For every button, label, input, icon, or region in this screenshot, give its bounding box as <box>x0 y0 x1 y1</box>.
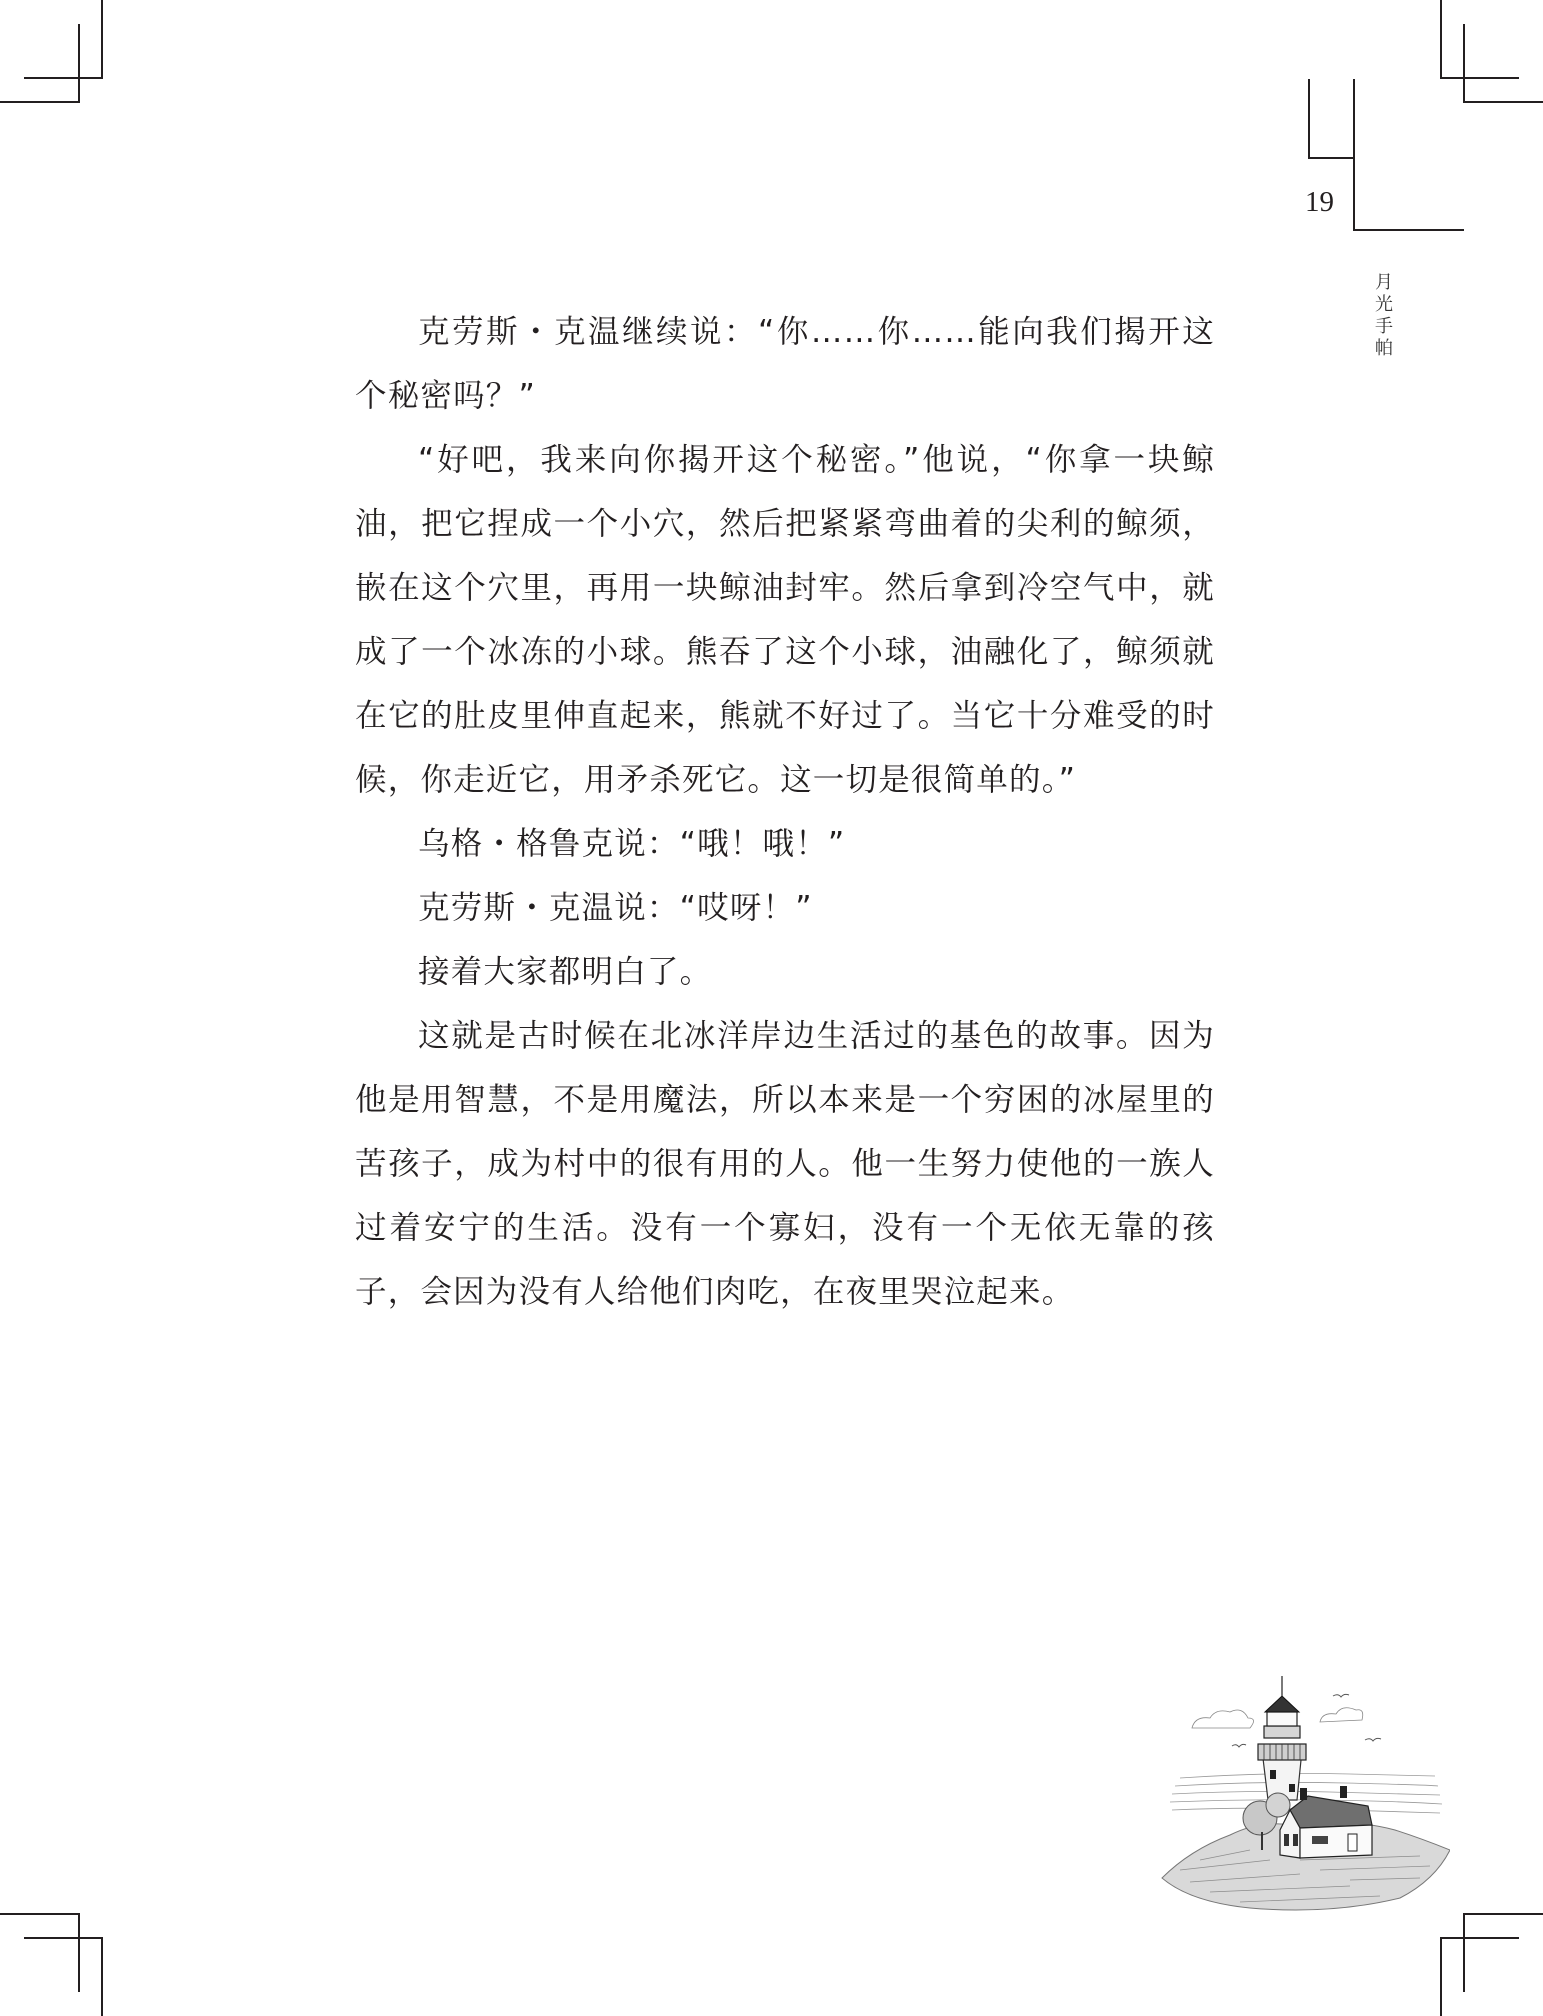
paragraph: “好吧，我来向你揭开这个秘密。”他说，“你拿一块鲸油，把它捏成一个小穴，然后把紧紧弯曲着的尖利的鲸须，嵌在这个穴里，再用一块鲸油封牢。然后拿到冷空气中，就成了一个冰冻的小球。熊吞了这个小球，油融化了，鲸须就在它的肚皮里伸直起来，熊就不好过了。当它十分难受的时候，你走近它，用矛杀死它。这一切是很简单的。” <box>355 442 1215 798</box>
paragraph: 克劳斯・克温说：“哎呀！” <box>418 890 813 926</box>
paragraph: 这就是古时候在北冰洋岸边生活过的基色的故事。因为他是用智慧，不是用魔法，所以本来是一个穷困的冰屋里的苦孩子，成为村中的很有用的人。他一生努力使他的一族人过着安宁的生活。没有一个寡妇，没有一个无依无靠的孩子，会因为没有人给他们肉吃，在夜里哭泣起来。 <box>355 1018 1215 1310</box>
running-title: 月光手帕 <box>1375 272 1393 359</box>
lighthouse-illustration <box>1150 1660 1450 1915</box>
paragraph: 接着大家都明白了。 <box>418 954 713 990</box>
lighthouse-icon <box>1150 1660 1450 1915</box>
paragraph: 克劳斯・克温继续说：“你……你……能向我们揭开这个秘密吗？” <box>355 314 1215 414</box>
page-number: 19 <box>1305 186 1334 218</box>
paragraph: 乌格・格鲁克说：“哦！哦！” <box>418 826 846 862</box>
body-text <box>355 300 1215 1324</box>
